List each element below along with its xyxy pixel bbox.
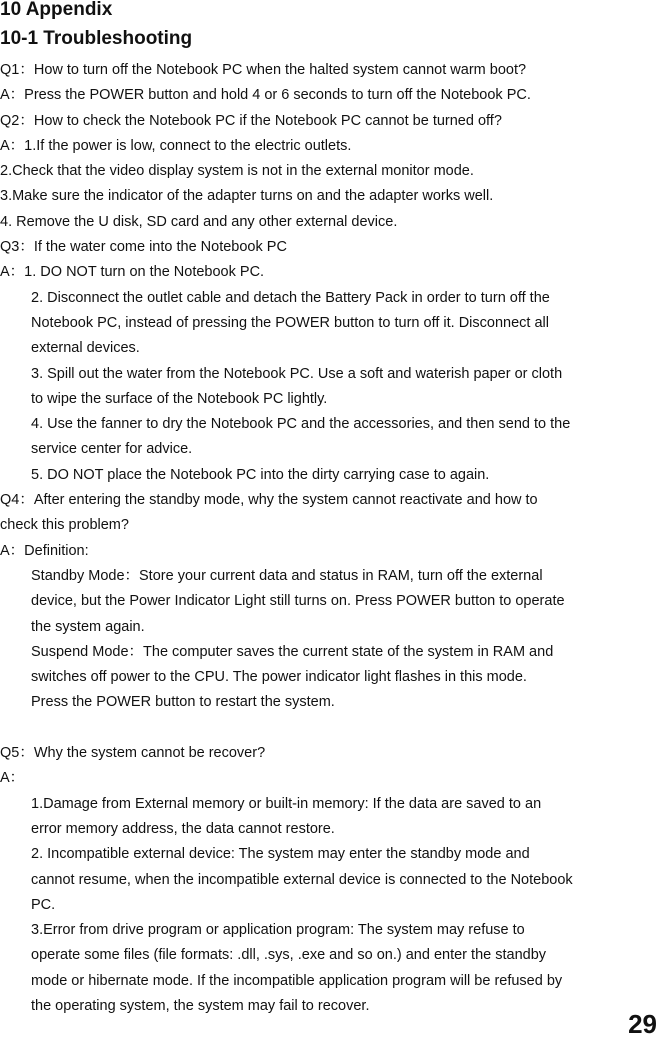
q5-answer-line: 2. Incompatible external device: The system may enter the standby mode and: [31, 846, 530, 863]
page-number: 29: [628, 1009, 657, 1039]
q4-answer-line: switches off power to the CPU. The power indicator light flashes in this mode.: [31, 669, 527, 686]
spacer: [0, 716, 660, 741]
q3-question: Q3：If the water come into the Notebook PC: [0, 239, 287, 256]
q2-question: Q2：How to check the Notebook PC if the Notebook PC cannot be turned off?: [0, 112, 502, 129]
q5-answer-line: mode or hibernate mode. If the incompatible application program will be refused by: [31, 972, 563, 989]
q3-answer-line: 5. DO NOT place the Notebook PC into the dirty carrying case to again.: [31, 466, 490, 483]
q2-answer-line: 3.Make sure the indicator of the adapter turns on and the adapter works well.: [0, 188, 494, 205]
q3-answer: A：1. DO NOT turn on the Notebook PC.: [0, 264, 265, 281]
q4-answer: A：Definition:: [0, 542, 89, 559]
q2-answer-line: 2.Check that the video display system is not in the external monitor mode.: [0, 163, 474, 180]
troubleshooting-body: [0, 58, 660, 1019]
q3-answer-line: 4. Use the fanner to dry the Notebook PC and the accessories, and then send to the: [31, 416, 571, 433]
q4-answer-line: the system again.: [31, 618, 145, 635]
q5-answer-line: the operating system, the system may fail to recover.: [31, 997, 370, 1014]
q3-answer-line: external devices.: [31, 340, 140, 357]
q5-answer-line: 1.Damage from External memory or built-in memory: If the data are saved to an: [31, 795, 542, 812]
q5-answer-line: cannot resume, when the incompatible external device is connected to the Notebook: [31, 871, 573, 888]
q5-answer: A：: [0, 770, 25, 787]
q4-question-line: check this problem?: [0, 517, 129, 534]
section-heading: 10 Appendix: [0, 0, 113, 20]
q3-answer-line: to wipe the surface of the Notebook PC lightly.: [31, 390, 328, 407]
q5-question: Q5：Why the system cannot be recover?: [0, 745, 266, 762]
q4-question: Q4：After entering the standby mode, why the system cannot reactivate and how to: [0, 492, 538, 509]
q5-answer-line: 3.Error from drive program or application program: The system may refuse to: [31, 922, 525, 939]
q3-answer-line: service center for advice.: [31, 441, 193, 458]
q4-answer-line: Suspend Mode：The computer saves the current state of the system in RAM and: [31, 643, 554, 660]
q3-answer-line: 3. Spill out the water from the Notebook PC. Use a soft and waterish paper or cloth: [31, 365, 563, 382]
q4-answer-line: Standby Mode：Store your current data and status in RAM, turn off the external: [31, 567, 543, 584]
q5-answer-line: operate some files (file formats: .dll, .sys, .exe and so on.) and enter the standby: [31, 947, 547, 964]
q1-question: Q1：How to turn off the Notebook PC when the halted system cannot warm boot?: [0, 62, 527, 78]
q5-answer-line: PC.: [31, 896, 56, 913]
q2-answer-line: 4. Remove the U disk, SD card and any other external device.: [0, 213, 398, 230]
q4-answer-line: Press the POWER button to restart the system.: [31, 694, 335, 711]
q3-answer-line: Notebook PC, instead of pressing the POWER button to turn off it. Disconnect all: [31, 314, 549, 331]
q2-answer: A：1.If the power is low, connect to the electric outlets.: [0, 137, 352, 154]
q3-answer-line: 2. Disconnect the outlet cable and detach the Battery Pack in order to turn off the: [31, 289, 550, 306]
q4-answer-line: device, but the Power Indicator Light still turns on. Press POWER button to operate: [31, 593, 565, 610]
q5-answer-line: error memory address, the data cannot restore.: [31, 820, 335, 837]
subsection-heading: 10-1 Troubleshooting: [0, 28, 193, 49]
q1-answer: A：Press the POWER button and hold 4 or 6 seconds to turn off the Notebook PC.: [0, 87, 531, 104]
